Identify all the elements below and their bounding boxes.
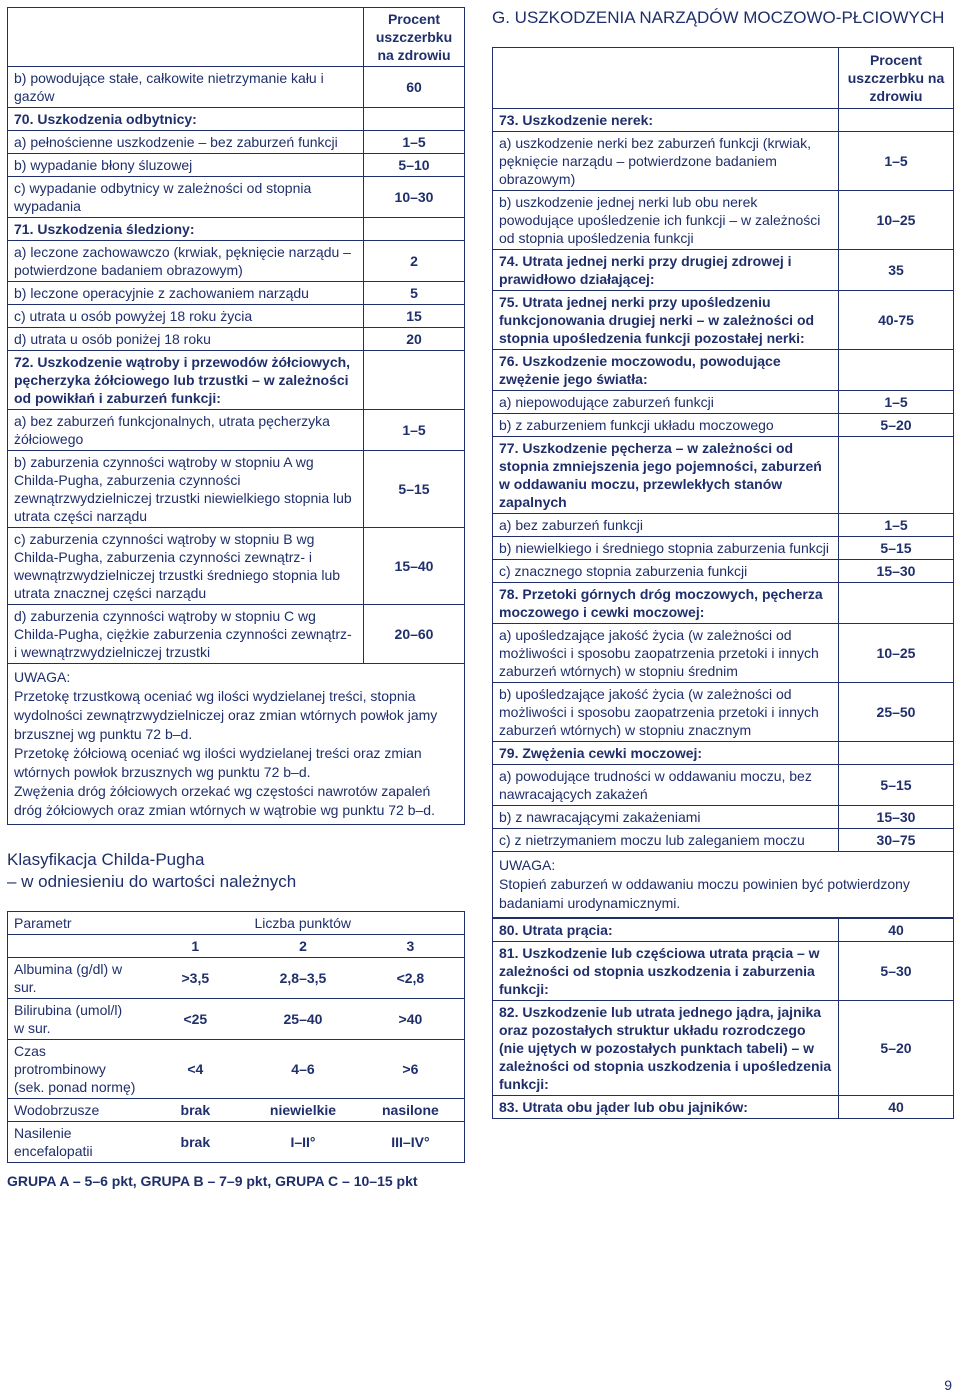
row-value: 5	[364, 282, 465, 305]
table-row	[493, 1001, 954, 1096]
parameter-cell: Bilirubina (umol/l) w sur.	[8, 999, 142, 1040]
row-value	[839, 437, 954, 514]
table-row	[8, 999, 465, 1040]
row-label: b) zaburzenia czynności wątroby w stopniu A wg Childa-Pugha, zaburzenia czynności zewnątrzwydzielniczej trzustki niewielkiego stopnia lub utrata części narządu	[8, 451, 364, 528]
row-label: 70. Uszkodzenia odbytnicy:	[8, 108, 364, 131]
note-box	[7, 664, 465, 825]
table-row: Parametr Liczba punktów	[8, 912, 465, 935]
parameter-cell: Albumina (g/dl) w sur.	[8, 958, 142, 999]
row-value: 2	[364, 241, 465, 282]
row-value	[839, 742, 954, 765]
table-row	[493, 109, 954, 132]
right-column	[492, 7, 954, 1119]
table-row	[493, 942, 954, 1001]
row-label: c) zaburzenia czynności wątroby w stopniu B wg Childa-Pugha, zaburzenia czynności zewnątrz- i wewnątrzwydzielniczej trzustki średniego stopnia lub utrata znacznej części narządu	[8, 528, 364, 605]
parameter-cell: Wodobrzusze	[8, 1099, 142, 1122]
row-label: 75. Utrata jednej nerki przy upośledzeniu funkcjonowania drugiej nerki – w zależności od stopnia upośledzenia funkcji pozostałej nerki:	[493, 291, 839, 350]
row-value: 40	[839, 919, 954, 942]
row-label: 76. Uszkodzenie moczowodu, powodujące zwężenie jego światła:	[493, 350, 839, 391]
points-cell: 2,8–3,5	[249, 958, 357, 999]
row-value: 10–30	[364, 177, 465, 218]
row-value: 20	[364, 328, 465, 351]
table-row	[493, 765, 954, 806]
left-table	[7, 7, 465, 664]
row-value: 5–15	[364, 451, 465, 528]
table-row	[493, 391, 954, 414]
points-cell: >40	[357, 999, 465, 1040]
row-label: b) uszkodzenie jednej nerki lub obu nerek powodujące upośledzenie ich funkcji – w zależności od stopnia upośledzenia funkcji	[493, 191, 839, 250]
row-label: a) uszkodzenie nerki bez zaburzeń funkcji (krwiak, pęknięcie narządu – potwierdzone badaniem obrazowym)	[493, 132, 839, 191]
row-label: 81. Uszkodzenie lub częściowa utrata prącia – w zależności od stopnia uszkodzenia i zaburzenia funkcji:	[493, 942, 839, 1001]
points-cell: III–IV°	[357, 1122, 465, 1163]
row-label: b) z nawracającymi zakażeniami	[493, 806, 839, 829]
row-label: 73. Uszkodzenie nerek:	[493, 109, 839, 132]
row-value: 25–50	[839, 683, 954, 742]
row-value: 15–30	[839, 806, 954, 829]
row-label: a) upośledzające jakość życia (w zależności od możliwości i sposobu zaopatrzenia przetoki i innych zaburzeń wtórnych) w stopniu średnim	[493, 624, 839, 683]
row-label: b) niewielkiego i średniego stopnia zaburzenia funkcji	[493, 537, 839, 560]
grupa-summary: GRUPA A – 5–6 pkt, GRUPA B – 7–9 pkt, GRUPA C – 10–15 pkt	[7, 1173, 418, 1189]
table-row	[8, 528, 465, 605]
row-value: 5–10	[364, 154, 465, 177]
table-header-row	[8, 8, 465, 67]
table-row	[8, 177, 465, 218]
table-row	[8, 605, 465, 664]
points-cell: brak	[142, 1122, 250, 1163]
note-line: Stopień zaburzeń w oddawaniu moczu powinien być potwierdzony badaniami urodynamicznymi.	[499, 876, 910, 911]
points-cell: I–II°	[249, 1122, 357, 1163]
row-value: 20–60	[364, 605, 465, 664]
row-value: 30–75	[839, 829, 954, 852]
table-row	[8, 108, 465, 131]
row-label: 77. Uszkodzenie pęcherza – w zależności od stopnia zmniejszenia jego pojemności, zaburzeń w oddawaniu moczu, przewlekłych stanów zapalnych	[493, 437, 839, 514]
row-value: 10–25	[839, 624, 954, 683]
table-row	[8, 154, 465, 177]
table-header-row	[493, 48, 954, 109]
table-row	[8, 410, 465, 451]
row-label: 82. Uszkodzenie lub utrata jednego jądra, jajnika oraz pozostałych struktur układu rozrodczego (nie ujętych w pozostałych punktach tabeli) – w zależności od stopnia uszkodzenia i upośledzenia funkcji:	[493, 1001, 839, 1096]
column-header: Procent uszczerbku na zdrowiu	[839, 48, 954, 109]
table-row	[493, 437, 954, 514]
row-label: 78. Przetoki górnych dróg moczowych, pęcherza moczowego i cewki moczowej:	[493, 583, 839, 624]
row-label: a) bez zaburzeń funkcjonalnych, utrata pęcherzyka żółciowego	[8, 410, 364, 451]
table-row	[8, 1099, 465, 1122]
table-row	[493, 683, 954, 742]
note-title: UWAGA:	[499, 857, 556, 873]
table-row	[8, 1122, 465, 1163]
note-title: UWAGA:	[14, 669, 71, 685]
row-label: a) powodujące trudności w oddawaniu moczu, bez nawracających zakażeń	[493, 765, 839, 806]
points-cell: 25–40	[249, 999, 357, 1040]
row-value: 10–25	[839, 191, 954, 250]
row-label: d) zaburzenia czynności wątroby w stopniu C wg Childa-Pugha, ciężkie zaburzenia czynności zewnątrz- i wewnątrzwydzielniczej trzustki	[8, 605, 364, 664]
row-value: 5–20	[839, 414, 954, 437]
table-row	[493, 1096, 954, 1119]
row-value: 15–30	[839, 560, 954, 583]
table-row	[8, 451, 465, 528]
points-cell: nasilone	[357, 1099, 465, 1122]
points-cell: <2,8	[357, 958, 465, 999]
table-row	[493, 583, 954, 624]
row-value: 15–40	[364, 528, 465, 605]
row-value: 15	[364, 305, 465, 328]
row-label: a) bez zaburzeń funkcji	[493, 514, 839, 537]
row-label: a) niepowodujące zaburzeń funkcji	[493, 391, 839, 414]
points-cell: >3,5	[142, 958, 250, 999]
points-cell: >6	[357, 1040, 465, 1099]
row-label: b) z zaburzeniem funkcji układu moczowego	[493, 414, 839, 437]
table-row	[493, 191, 954, 250]
row-label: d) utrata u osób poniżej 18 roku	[8, 328, 364, 351]
note-box	[492, 852, 954, 918]
table-row	[493, 250, 954, 291]
child-pugh-table	[7, 911, 465, 1163]
points-cell: niewielkie	[249, 1099, 357, 1122]
classification-title: Klasyfikacja Childa-Pugha – w odniesieniu do wartości należnych	[7, 850, 297, 891]
table-row	[493, 537, 954, 560]
table-row: 1 2 3	[8, 935, 465, 958]
row-value: 1–5	[839, 132, 954, 191]
row-label: b) upośledzające jakość życia (w zależności od możliwości i sposobu zaopatrzenia przetoki i innych zaburzeń wtórnych) w stopniu znacznym	[493, 683, 839, 742]
row-value	[364, 218, 465, 241]
row-value	[364, 108, 465, 131]
points-cell: brak	[142, 1099, 250, 1122]
points-cell: <4	[142, 1040, 250, 1099]
table-row	[8, 305, 465, 328]
table-row	[493, 560, 954, 583]
row-label: a) pełnościenne uszkodzenie – bez zaburzeń funkcji	[8, 131, 364, 154]
table-row	[8, 282, 465, 305]
row-label: c) wypadanie odbytnicy w zależności od stopnia wypadania	[8, 177, 364, 218]
row-label: 79. Zwężenia cewki moczowej:	[493, 742, 839, 765]
row-value: 5–15	[839, 765, 954, 806]
table-row	[493, 414, 954, 437]
row-value	[839, 350, 954, 391]
row-label: b) wypadanie błony śluzowej	[8, 154, 364, 177]
row-value: 5–15	[839, 537, 954, 560]
table-row	[493, 829, 954, 852]
left-column	[7, 7, 465, 1189]
row-value: 5–30	[839, 942, 954, 1001]
row-value	[364, 351, 465, 410]
row-label: 74. Utrata jednej nerki przy drugiej zdrowej i prawidłowo działającej:	[493, 250, 839, 291]
page-number: 9	[944, 1377, 952, 1393]
table-row	[493, 806, 954, 829]
row-label: 71. Uszkodzenia śledziony:	[8, 218, 364, 241]
row-value: 40-75	[839, 291, 954, 350]
right-table	[492, 47, 954, 852]
row-value: 1–5	[364, 131, 465, 154]
right-table-2	[492, 918, 954, 1119]
row-value: 40	[839, 1096, 954, 1119]
note-line: Zwężenia dróg żółciowych orzekać wg częstości nawrotów zapaleń dróg żółciowych oraz zmian wtórnych w wątrobie wg punktu 72 b–d.	[14, 783, 435, 818]
table-row	[8, 958, 465, 999]
row-value: 1–5	[839, 514, 954, 537]
row-label: b) leczone operacyjnie z zachowaniem narządu	[8, 282, 364, 305]
note-line: Przetokę trzustkową oceniać wg ilości wydzielanej treści, stopnia wydolności zewnątrzwydzielniczej oraz zmian wtórnych powłok jamy brzusznej wg punktu 72 b–d.	[14, 688, 438, 742]
points-cell: <25	[142, 999, 250, 1040]
row-value: 35	[839, 250, 954, 291]
note-line: Przetokę żółciową oceniać wg ilości wydzielanej treści oraz zmian wtórnych powłok brzusznych wg punktu 72 b–d.	[14, 745, 422, 780]
row-value: 1–5	[839, 391, 954, 414]
table-row	[493, 132, 954, 191]
table-row	[493, 742, 954, 765]
row-label: c) z nietrzymaniem moczu lub zaleganiem moczu	[493, 829, 839, 852]
row-label: a) leczone zachowawczo (krwiak, pęknięcie narządu – potwierdzone badaniem obrazowym)	[8, 241, 364, 282]
table-row	[8, 241, 465, 282]
row-value	[839, 109, 954, 132]
table-row	[8, 67, 465, 108]
row-label: 80. Utrata prącia:	[493, 919, 839, 942]
row-label: c) utrata u osób powyżej 18 roku życia	[8, 305, 364, 328]
row-label: c) znacznego stopnia zaburzenia funkcji	[493, 560, 839, 583]
table-row	[493, 624, 954, 683]
row-value: 60	[364, 67, 465, 108]
table-row	[8, 328, 465, 351]
row-label: 72. Uszkodzenie wątroby i przewodów żółciowych, pęcherzyka żółciowego lub trzustki – w zależności od powikłań i zaburzeń funkcji:	[8, 351, 364, 410]
row-label: b) powodujące stałe, całkowite nietrzymanie kału i gazów	[8, 67, 364, 108]
table-row	[8, 1040, 465, 1099]
table-row	[493, 919, 954, 942]
row-label: 83. Utrata obu jąder lub obu jajników:	[493, 1096, 839, 1119]
table-row	[493, 350, 954, 391]
table-row	[8, 131, 465, 154]
table-row	[493, 514, 954, 537]
row-value: 1–5	[364, 410, 465, 451]
row-value	[839, 583, 954, 624]
row-value: 5–20	[839, 1001, 954, 1096]
parameter-cell: Nasilenie encefalopatii	[8, 1122, 142, 1163]
section-title: G. USZKODZENIA NARZĄDÓW MOCZOWO-PŁCIOWYCH	[492, 8, 945, 27]
table-row	[8, 218, 465, 241]
column-header: Procent uszczerbku na zdrowiu	[364, 8, 465, 67]
table-row	[493, 291, 954, 350]
points-cell: 4–6	[249, 1040, 357, 1099]
table-row	[8, 351, 465, 410]
parameter-cell: Czas protrombinowy (sek. ponad normę)	[8, 1040, 142, 1099]
